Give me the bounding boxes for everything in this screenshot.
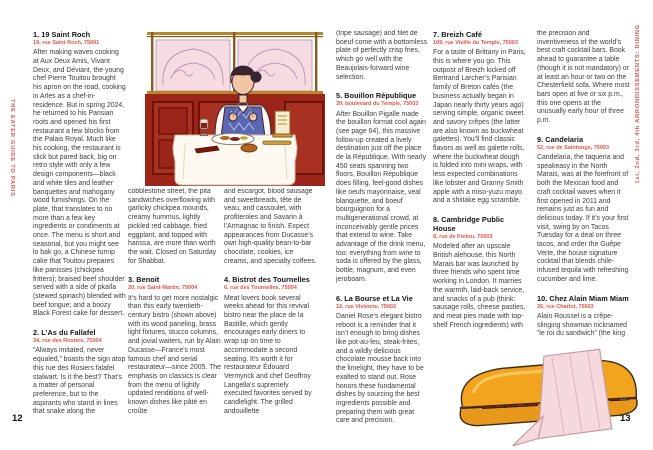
entry-body-text: cobblestone street, the pita sandwiches overflowing with garlicky chickpea mounds, creamy hummus, lightly pickled red cabbage, fried eggplant, and topped with harissa, are more than worth the wait. Closed on Saturday for Shabbat. (128, 188, 217, 265)
entry-address: 20, rue Saint-Martin, 75004 (128, 285, 198, 292)
entry-heading: 10. Chez Alain Miam Miam (537, 293, 629, 303)
entry-body-text: the precision and inventiveness of the world’s best craft cocktail bars. Book ahead to guarantee a table (though it is not mandatory) or at least an hour or two on the Chesterfield sofa. Where most bars open at five or six p.m., this one opens at the unusually early hour of three p.m. (537, 30, 630, 125)
sidebar-chapter-title: 1st, 2nd, 3rd, 4th ARRONDISSEMENTS: DINING (635, 24, 641, 184)
right-page-column-2 (433, 30, 526, 348)
entry-heading: 9. Candelaria (537, 134, 584, 144)
entry-address: 109, rue Vieille du Temple, 75003 (433, 40, 518, 47)
entry-body-text: (tripe sausage) and filet de boeuf come with a bottomless plate of perfectly crisp fries, which go well with the Beaujolais-forward wine selection. (336, 30, 428, 81)
right-page-column-3 (537, 30, 630, 375)
entry-heading: 6. La Bourse et La Vie (336, 293, 413, 303)
entry-body-text: It’s hard to get more nostalgic than this early twentieth-century bistro (shown above) with its wood paneling, brass light fixtures, stucco columns, and jovial waiters, run by Alain Ducasse—France’s most famous chef and serial restaurateur—since 2005. The emphasis on classics is clear from the menu of lightly updated renditions of well-known dishes like pâté en croûte (128, 294, 221, 415)
entry-address: 34, rue des Rosiers, 75004 (33, 338, 102, 345)
entry-heading: 2. L’As du Fallafel (33, 328, 96, 338)
entry-heading: 8. Cambridge Public House (433, 214, 505, 234)
left-page-column-2 (128, 188, 221, 438)
entry-body-text: After Bouillon Pigalle made the bouillon format cool again (see page 64), this massive follow-up created a lively destination just off the place de la République. With nearly 450 seats spanning two floors, Bouillon République does filling, feel-good dishes like oeufs mayonnaise, veal blanquette, and boeuf bourguignon for a multigenerational crowd, at inconceivably gentle prices that extend to wine. Take advantage of the drink menu, too: everything from wine to soda is offered by the glass, bottle, magnum, and even jeroboam. (336, 110, 427, 283)
entry-address: 39, boulevard du Temple, 75003 (336, 101, 419, 108)
entry-body-text: For a taste of Brittany in Paris, this is where you go. This outpost of Breizh kicked off Bertrand Larcher’s Parisian family of Breton cafés (the business actually began in Japan nearly thirty years ago) serving simple, organic sweet and savory crêpes (the latter are also known as buckwheat galettes). You’ll find classic flavors as well as galette rolls, where the buckwheat dough is folded into mini wraps, with less expected combinations like lobster and Granny Smith apple with a miso-yuzu mayo and a shiitake egg scramble. (433, 49, 526, 205)
entry-body-text: Daniel Rose’s elegant bistro reboot is a reminder that it isn’t enough to bring dishes like pot-au-feu, steak-frites, and a wildly delicious chocolate mousse back into the limelight, they have to be exalted to stand out. Rose honors these fundamental dishes by sourcing the best ingredients possible and preparing them with great care and precision. (336, 312, 424, 425)
entry-body-text: Meat lovers book several weeks ahead for this revival bistro near the place de la Bastille, which gently encourages early diners to wrap up on time to accommodate a second seating. It’s worth it for restaurateur Édouard Vermynck and chef Geoffroy Langella’s supremely executed favorites served by candlelight. The grilled andouillette (224, 294, 312, 415)
entry-address: 19, rue Saint Roch, 75001 (33, 40, 100, 47)
entry-heading: 5. Bouillon République (336, 91, 417, 101)
page-number-right: 13 (620, 413, 631, 424)
entry-heading: 3. Benoit (128, 275, 160, 285)
page-number-left: 12 (12, 413, 23, 424)
entry-body-text: Candelaria, the taqueria and speakeasy in the North Marais, was at the forefront of both the Mexican food and craft cocktail waves when it first opened in 2011 and remains just as fun and delicious today. If it’s your first visit, swing by on Tacos Tuesday for a deal on three tacos, and order the Guêpe Verte, the house signature cocktail that blends chile-infused tequila with refreshing cucumber and lime. (537, 154, 629, 283)
entry-body-text: After making waves cooking at Aux Deux Amis, Vivant Deux, and Déviant, the young chef Pierre Touitou brought his apron on the road, cooking in Arles as a chef-in-residence. But in spring 2024, he returned to his Parisian roots and opened his first restaurant a few blocks from the Palais Royal. Much like his cooking, the restaurant is slick but pared back, big on retro style with only a few design components—black and white tiles and leather banquettes and mahogany wood furnishings. On the plate, that translates to no more than a few key ingredients or condiments at once. The menu is short and seasonal, but you might see lo bak go, a Chinese turnip cake that Touitou prepares like panisses (chickpea fritters); braised beef shoulder served with a side of pkaïla (stewed spinach) blended with beef tongue; and a boozy Black Forest cake for dessert. (33, 49, 126, 318)
entry-address: 26, rue Charlot, 75003 (537, 303, 594, 310)
entry-address: 12, rue Vivienne, 75002 (336, 303, 397, 310)
right-page-column-1 (336, 30, 429, 438)
entry-body-text: and escargot, blood sausage and sweetbreads, tête de veau, and cassoulet, with profiteroles and Savarin à l’Armagnac to finish. Expect appearances from Ducasse’s own high-quality bean-to-bar chocolate, cookies, ice creams, and specialty coffees. (224, 188, 317, 265)
sidebar-guide-title: THE EATER GUIDE TO PARIS (9, 99, 15, 197)
entry-heading: 4. Bistrot des Tournelles (224, 275, 310, 285)
entry-heading: 7. Breizh Café (433, 30, 482, 39)
entry-body-text: Alain Roussel is a crêpe-slinging showman nicknamed “le roi du sandwich” (the king (537, 312, 628, 338)
entry-body-text: Modeled after an upscale British alehouse, this North Marais bar was launched by three friends who spent time working in London. It marries the warmth, laid-back service, and snacks of a pub (think: sausage rolls, cheese pasties, and meat pies made with top-shelf French ingredients) with (433, 243, 526, 329)
entry-address: 8, rue de Poitou, 75003 (433, 234, 493, 241)
sandwich-illustration (450, 346, 646, 446)
bistro-illustration (145, 27, 325, 186)
left-page-column-3 (224, 188, 317, 438)
entry-body-text: “Always imitated, never equaled,” boasts the sign atop this rue des Rosiers falafel stalwart. Is it the best? That’s a matter of personal preference, but to the aspirants who stand in lines that snake along the (33, 347, 126, 416)
left-page-column-1 (33, 30, 126, 434)
entry-heading: 1. 19 Saint Roch (33, 30, 91, 39)
entry-address: 52, rue de Saintonge, 75003 (537, 144, 610, 151)
entry-address: 6, rue des Tournelles, 75004 (224, 285, 297, 292)
